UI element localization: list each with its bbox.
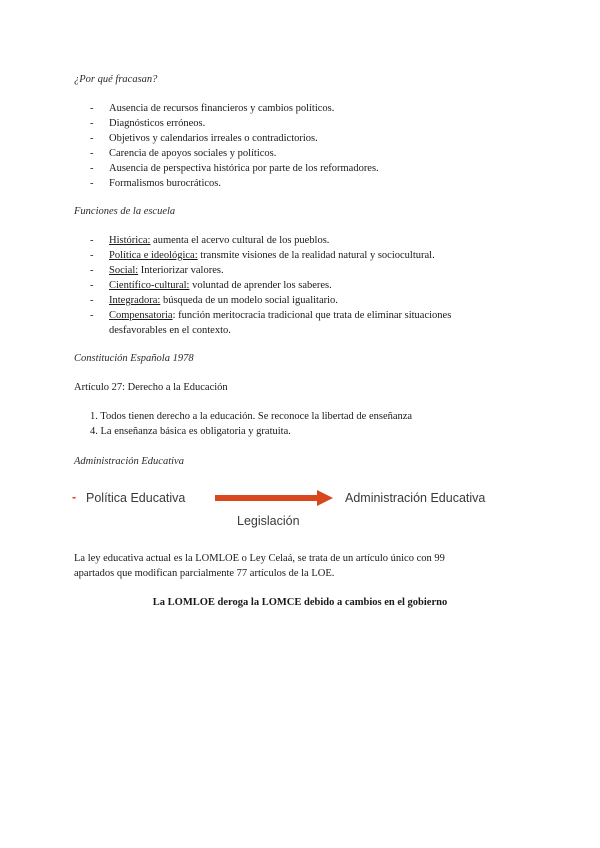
list-item: - Ausencia de recursos financieros y cambios políticos. [90,103,335,114]
diagram [72,488,512,538]
legislacion-label: Legislación [237,514,300,528]
heading-fracasan: ¿Por qué fracasan? [74,74,158,85]
list-item: - Integradora: búsqueda de un modelo social igualitario. [90,295,338,306]
administracion-educativa-label: Administración Educativa [345,491,486,505]
list-item: 4. La enseñanza básica es obligatoria y gratuita. [90,426,291,437]
diagram-bullet: - [72,490,77,504]
dash-bullet: - [90,118,94,129]
list-item: - Ausencia de perspectiva histórica por parte de los reformadores. [90,163,379,174]
list-item: - Diagnósticos erróneos. [90,118,206,129]
politica-educativa-label: Política Educativa [86,491,186,505]
list-item: - Científico-cultural: voluntad de aprender los saberes. [90,280,332,291]
paragraph-lomloe: La ley educativa actual es la LOMLOE o Ley Celaá, se trata de un artículo único con 99 apartados que modifican parcialmente 77 artículos de la LOE. [74,553,445,579]
list-constitucion [90,409,412,439]
list-item: - Objetivos y calendarios irreales o contradictorios. [90,133,318,144]
dash-bullet: - [90,235,94,246]
dash-bullet: - [90,280,94,291]
dash-bullet: - [90,265,94,276]
dash-bullet: - [90,163,94,174]
heading-constitucion: Constitución Española 1978 [74,353,194,364]
list-item: - Compensatoria: función meritocracia tradicional que trata de eliminar situaciones desfavorables en el contexto. [90,310,452,336]
dash-bullet: - [90,310,94,321]
dash-bullet: - [90,250,94,261]
dash-bullet: - [90,148,94,159]
list-funciones [90,233,490,338]
heading-administracion: Administración Educativa [74,456,184,467]
heading-funciones: Funciones de la escuela [74,206,176,217]
article-title: Artículo 27: Derecho a la Educación [74,382,228,393]
list-item: - Formalismos burocráticos. [90,178,221,189]
list-item: 1. Todos tienen derecho a la educación. Se reconoce la libertad de enseñanza [90,411,413,422]
list-item: - Social: Interiorizar valores. [90,265,224,276]
dash-bullet: - [90,295,94,306]
conclusion-text: La LOMLOE deroga la LOMCE debido a cambios en el gobierno [152,597,448,608]
list-item: - Carencia de apoyos sociales y políticos. [90,148,277,159]
dash-bullet: - [90,178,94,189]
dash-bullet: - [90,133,94,144]
list-fracasan [90,101,379,191]
list-item: - Política e ideológica: transmite visiones de la realidad natural y sociocultural. [90,250,435,261]
list-item: - Histórica: aumenta el acervo cultural de los pueblos. [90,235,330,246]
dash-bullet: - [90,103,94,114]
arrow-right-icon [215,490,335,506]
